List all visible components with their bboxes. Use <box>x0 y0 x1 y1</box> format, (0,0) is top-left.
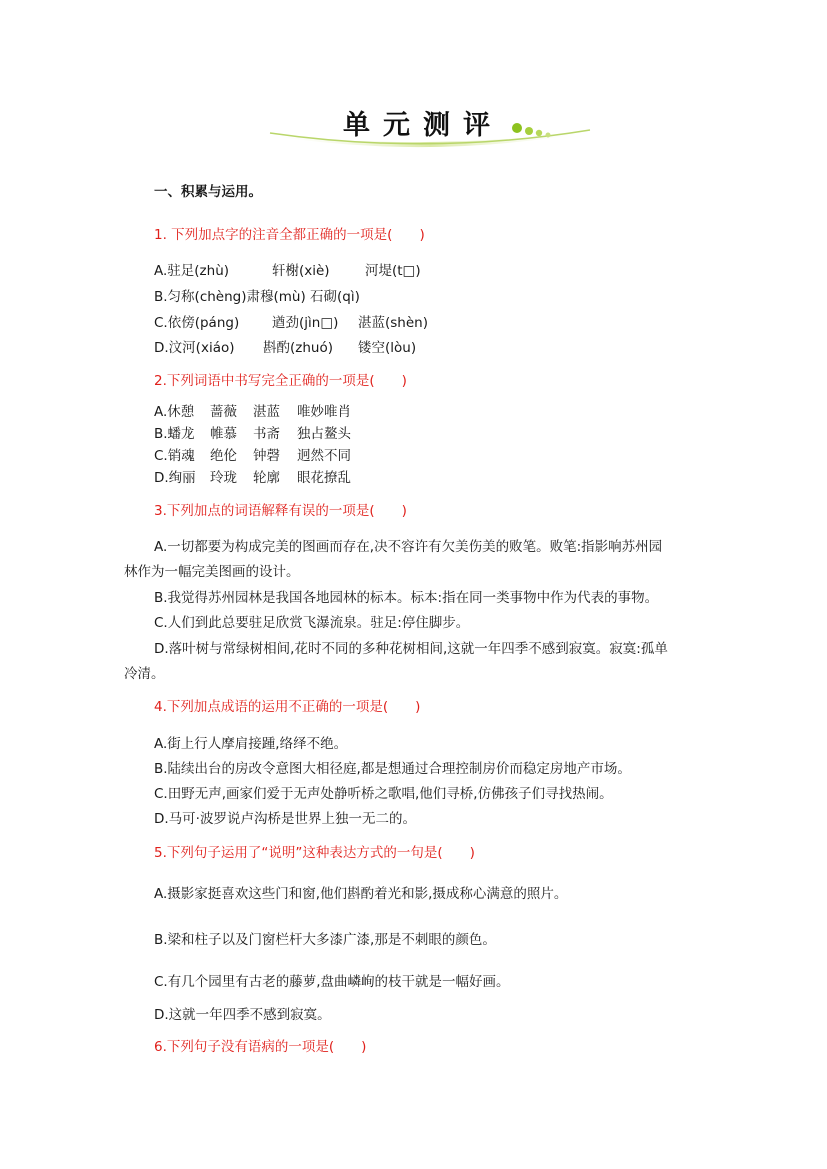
q3-option-d-line2: 冷清。 <box>124 666 165 682</box>
q1-option-a: A.驻足(zhù) <box>154 263 230 279</box>
q2-option-a-word3: 湛蓝 <box>253 404 280 420</box>
q4-option-d: D.马可·波罗说卢沟桥是世界上独一无二的。 <box>154 811 416 827</box>
question-1-stem: 1. 下列加点字的注音全都正确的一项是( ) <box>154 227 425 243</box>
q2-option-c-word2: 绝伦 <box>210 448 237 464</box>
question-3-stem: 3.下列加点的词语解释有误的一项是( ) <box>154 503 407 519</box>
q3-option-a-line1: A.一切都要为构成完美的图画而存在,决不容许有欠美伤美的败笔。败笔:指影响苏州园 <box>154 539 663 555</box>
q2-option-c-word4: 迥然不同 <box>297 448 351 464</box>
q1-option-c: C.依傍(páng) <box>154 315 240 331</box>
q2-option-b-word4: 独占鳌头 <box>297 426 351 442</box>
q2-option-c-word3: 钟磬 <box>253 448 280 464</box>
q3-option-c: C.人们到此总要驻足欣赏飞瀑流泉。驻足:停住脚步。 <box>154 615 470 631</box>
section-heading: 一、积累与运用。 <box>154 184 262 200</box>
q2-option-a-word2: 蔷薇 <box>210 404 237 420</box>
q1-option-c-word3: 湛蓝(shèn) <box>358 315 428 331</box>
q5-option-a: A.摄影家挺喜欢这些门和窗,他们斟酌着光和影,摄成称心满意的照片。 <box>154 886 568 902</box>
q1-option-d-word3: 镂空(lòu) <box>358 340 417 356</box>
q2-option-d-word2: 玲珑 <box>210 470 237 486</box>
question-5-stem: 5.下列句子运用了“说明”这种表达方式的一句是( ) <box>154 845 475 861</box>
q1-option-a-word3: 河堤(t□) <box>365 263 421 279</box>
q3-option-d-line1: D.落叶树与常绿树相间,花时不同的多种花树相间,这就一年四季不感到寂寞。寂寞:孤单 <box>154 641 668 657</box>
q2-option-b-word2: 帷慕 <box>210 426 237 442</box>
q5-option-c: C.有几个园里有古老的藤萝,盘曲嶙峋的枝干就是一幅好画。 <box>154 974 510 990</box>
q5-option-b: B.梁和柱子以及门窗栏杆大多漆广漆,那是不刺眼的颜色。 <box>154 932 496 948</box>
q2-option-d: D.绚丽 <box>154 470 196 486</box>
q1-option-d: D.汶河(xiáo) <box>154 340 235 356</box>
q3-option-a-line2: 林作为一幅完美图画的设计。 <box>124 564 300 580</box>
q2-option-a: A.休憩 <box>154 404 195 420</box>
q4-option-a: A.街上行人摩肩接踵,络绎不绝。 <box>154 736 348 752</box>
q1-option-d-word2: 斟酌(zhuó) <box>263 340 333 356</box>
q2-option-d-word3: 轮廓 <box>253 470 280 486</box>
question-2-stem: 2.下列词语中书写完全正确的一项是( ) <box>154 373 407 389</box>
q1-option-c-word2: 遒劲(jìn□) <box>272 315 339 331</box>
question-4-stem: 4.下列加点成语的运用不正确的一项是( ) <box>154 699 421 715</box>
q2-option-c: C.销魂 <box>154 448 195 464</box>
q1-option-a-word2: 轩榭(xiè) <box>272 263 330 279</box>
q5-option-d: D.这就一年四季不感到寂寞。 <box>154 1007 331 1023</box>
q1-option-b: B.匀称(chèng)肃穆(mù) 石砌(qì) <box>154 289 360 305</box>
q2-option-a-word4: 唯妙唯肖 <box>297 404 351 420</box>
q2-option-b-word3: 书斋 <box>253 426 280 442</box>
page-title: 单元测评 <box>343 110 503 141</box>
q3-option-b: B.我觉得苏州园林是我国各地园林的标本。标本:指在同一类事物中作为代表的事物。 <box>154 590 659 606</box>
q4-option-c: C.田野无声,画家们爱于无声处静听桥之歌唱,他们寻桥,仿佛孩子们寻找热闹。 <box>154 786 613 802</box>
question-6-stem: 6.下列句子没有语病的一项是( ) <box>154 1039 367 1055</box>
q2-option-d-word4: 眼花撩乱 <box>297 470 351 486</box>
q2-option-b: B.蟠龙 <box>154 426 195 442</box>
q4-option-b: B.陆续出台的房改令意图大相径庭,都是想通过合理控制房价而稳定房地产市场。 <box>154 761 631 777</box>
